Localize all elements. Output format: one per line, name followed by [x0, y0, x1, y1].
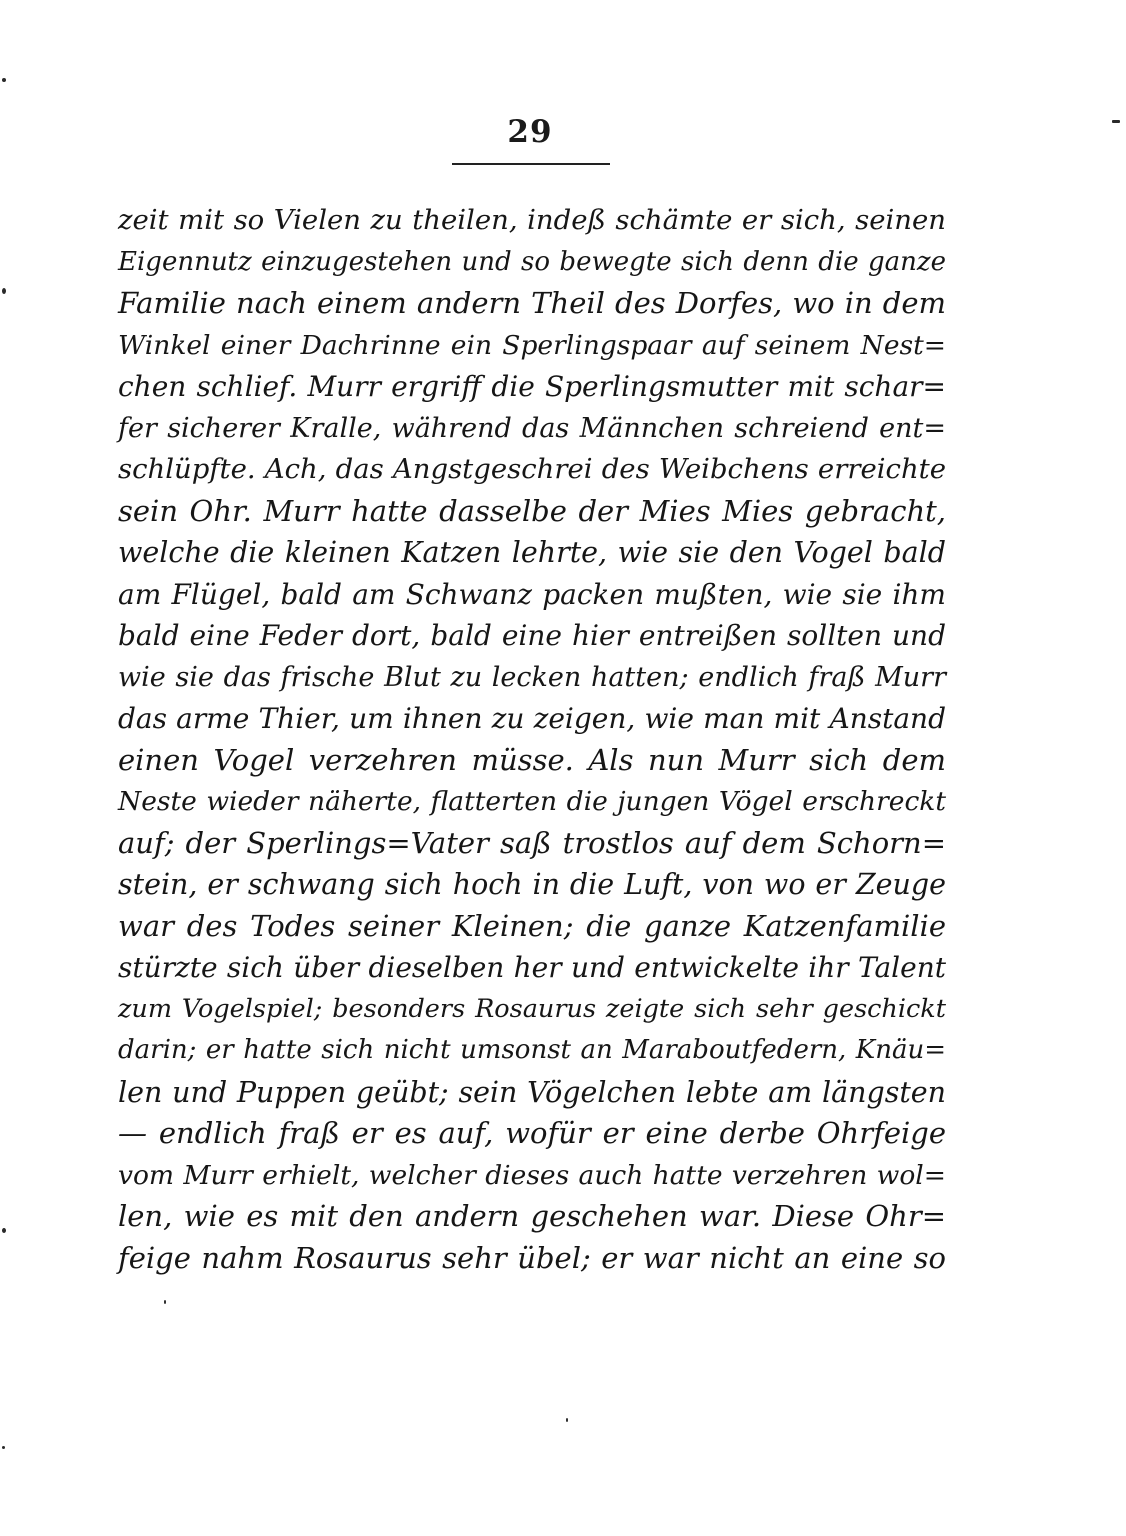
text-line: bald eine Feder dort, bald eine hier entreißen sollten und: [118, 619, 946, 652]
text-line: vom Murr erhielt, welcher dieses auch hatte verzehren wol=: [118, 1159, 946, 1191]
text-line: fer sicherer Kralle, während das Männchen schreiend ent=: [118, 412, 946, 444]
text-line: Winkel einer Dachrinne ein Sperlingspaar auf seinem Nest=: [118, 329, 946, 361]
text-line: war des Todes seiner Kleinen; die ganze Katzenfamilie: [118, 908, 946, 943]
page-number: 29: [507, 114, 553, 150]
scan-speck: [1112, 120, 1120, 123]
scan-speck: [2, 1228, 6, 1233]
text-line: einen Vogel verzehren müsse. Als nun Murr sich dem: [118, 742, 946, 777]
text-line: wie sie das frische Blut zu lecken hatten; endlich fraß Murr: [118, 661, 946, 693]
text-line: Familie nach einem andern Theil des Dorfes, wo in dem: [118, 286, 946, 320]
text-line: len, wie es mit den andern geschehen war. Diese Ohr=: [118, 1199, 946, 1233]
header-rule: [452, 163, 610, 165]
text-line: das arme Thier, um ihnen zu zeigen, wie man mit Anstand: [118, 702, 946, 735]
text-line: auf; der Sperlings=Vater saß trostlos auf dem Schorn=: [118, 825, 946, 860]
text-line: darin; er hatte sich nicht umsonst an Maraboutfedern, Knäu=: [118, 1035, 946, 1065]
scan-speck: [2, 288, 6, 294]
text-line: len und Puppen geübt; sein Vögelchen lebte am längsten: [118, 1075, 946, 1109]
text-line: sein Ohr. Murr hatte dasselbe der Mies Mies gebracht,: [118, 493, 946, 528]
text-line: zeit mit so Vielen zu theilen, indeß schämte er sich, seinen: [118, 204, 946, 236]
scan-speck: [566, 1418, 568, 1422]
scan-speck: [2, 1446, 5, 1449]
text-line: chen schlief. Murr ergriff die Sperlingsmutter mit schar=: [118, 370, 946, 403]
text-line: zum Vogelspiel; besonders Rosaurus zeigte sich sehr geschickt: [118, 993, 946, 1024]
scan-speck: [2, 78, 6, 82]
body-text: [118, 200, 946, 1279]
text-line: stein, er schwang sich hoch in die Luft, von wo er Zeuge: [118, 868, 946, 901]
text-line: Neste wieder näherte, flatterten die jungen Vögel erschreckt: [118, 786, 946, 817]
text-line: feige nahm Rosaurus sehr übel; er war nicht an eine so: [118, 1240, 946, 1275]
text-line: welche die kleinen Katzen lehrte, wie sie den Vogel bald: [118, 536, 946, 569]
text-line: — endlich fraß er es auf, wofür er eine derbe Ohrfeige: [118, 1116, 946, 1150]
text-line: schlüpfte. Ach, das Angstgeschrei des Weibchens erreichte: [118, 453, 946, 485]
scan-speck: [164, 1300, 166, 1304]
text-line: stürzte sich über dieselben her und entwickelte ihr Talent: [118, 951, 946, 984]
text-line: am Flügel, bald am Schwanz packen mußten, wie sie ihm: [118, 577, 946, 611]
text-line: Eigennutz einzugestehen und so bewegte sich denn die ganze: [118, 246, 946, 277]
